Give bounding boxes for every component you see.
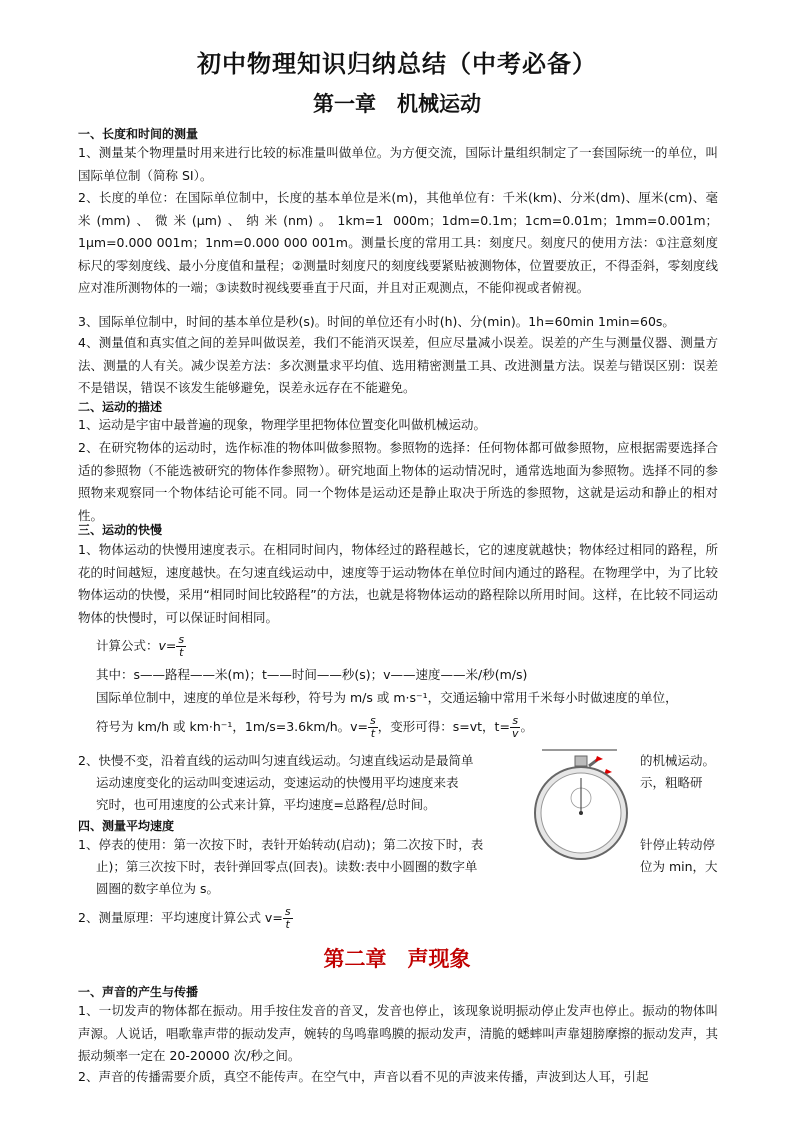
fraction: $\frac{s}{t}$: [370, 714, 376, 740]
section-heading: 一、声音的产生与传播: [78, 985, 199, 999]
fraction: $\frac{s}{t}$: [284, 905, 291, 931]
paragraph-line: 示，粗略研: [640, 775, 703, 790]
chapter-1-heading: 第一章 机械运动: [313, 91, 481, 116]
average-speed-formula: 2、测量原理：平均速度计算公式 v= $\frac{s}{t}$: [78, 905, 291, 931]
paragraph-line: 运动速度变化的运动叫变速运动，变速运动的快慢用平均速度来表: [96, 775, 459, 790]
section-heading: 二、运动的描述: [78, 400, 163, 414]
paragraph: 1、测量某个物理量时用来进行比较的标准量叫做单位。为方便交流，国际计量组织制定了一套国际统一的单位，叫国际单位制（简称 SI）。: [78, 145, 718, 183]
section-heading: 三、运动的快慢: [78, 523, 163, 537]
document-title: 初中物理知识归纳总结（中考必备）: [197, 49, 597, 78]
paragraph: 2、在研究物体的运动时，选作标准的物体叫做参照物。参照物的选择：任何物体都可做参照物，应根据需要选择合适的参照物（不能选被研究的物体作参照物）。研究地面上物体的运动情况时，通常选地面为参照物。选择不同的参照物来观察同一个物体结论可能不同。同一个物体是运动还是静止取决于所选的参照物，这就是运动和静止的相对性。: [78, 440, 718, 523]
paragraph-line: 2、快慢不变，沿着直线的运动叫匀速直线运动。匀速直线运动是最简单: [78, 753, 474, 768]
section-heading: 一、长度和时间的测量: [78, 127, 199, 141]
paragraph-line: 针停止转动停: [640, 837, 716, 852]
paragraph: 2、声音的传播需要介质，真空不能传声。在空气中，声音以看不见的声波来传播，声波到达人耳，引起: [78, 1069, 649, 1084]
stopwatch-icon: [527, 748, 637, 866]
paragraph: 3、国际单位制中，时间的基本单位是秒(s)。时间的单位还有小时(h)、分(min)。1h=60min 1min=60s。: [78, 314, 675, 329]
fraction: $\frac{s}{v}$: [511, 714, 519, 740]
paragraph-line: 圆圈的数字单位为 s。: [96, 881, 219, 896]
section-heading: 四、测量平均速度: [78, 819, 175, 833]
speed-formula: 计算公式：v= $\frac{s}{t}$: [96, 633, 185, 659]
speed-unit-text-2: 符号为 km/h 或 km·h⁻¹，1m/s=3.6km/h。v= $\frac{s}{t}$ ，变形可得：s=vt，t= $\frac{s}{v}$ 。: [96, 714, 533, 740]
paragraph-line: 位为 min，大: [640, 859, 718, 874]
formula-legend: 其中：s——路程——米(m)；t——时间——秒(s)；v——速度——米/秒(m/s): [96, 667, 528, 682]
paragraph-line: 1、停表的使用：第一次按下时，表针开始转动(启动)；第二次按下时，表: [78, 837, 484, 852]
paragraph: 2、长度的单位：在国际单位制中，长度的基本单位是米(m)，其他单位有：千米(km)、分米(dm)、厘米(cm)、毫米(mm)、微米(μm)、纳米(nm)。1km=1 000m；1dm=0.1m；1cm=0.01m；1mm=0.001m；1μm=0.000 001m；1nm=0.000 000 001m。测量长度的常用工具：刻度尺。刻度尺的使用方法：①注意刻度标尺的零刻度线、最小分度值和量程；②测量时刻度尺的刻度线要紧贴被测物体，位置要放正，不得歪斜，零刻度线应对准所测物体的一端；③读数时视线要垂直于尺面，并且对正观测点，不能仰视或者俯视。: [78, 190, 718, 295]
paragraph: 1、一切发声的物体都在振动。用手按住发音的音叉，发音也停止，该现象说明振动停止发声也停止。振动的物体叫声源。人说话，唱歌靠声带的振动发声，婉转的鸟鸣靠鸣膜的振动发声，清脆的蟋蟀叫声靠翅膀摩擦的振动发声，其振动频率一定在 20-20000 次/秒之间。: [78, 1003, 718, 1063]
paragraph: 1、运动是宇宙中最普遍的现象，物理学里把物体位置变化叫做机械运动。: [78, 417, 486, 432]
paragraph-line: 究时，也可用速度的公式来计算，平均速度=总路程/总时间。: [96, 797, 436, 812]
paragraph-line: 止)；第三次按下时，表针弹回零点(回表)。读数:表中小圆圈的数字单: [96, 859, 478, 874]
fraction: $\frac{s}{t}$: [178, 633, 185, 659]
chapter-2-heading: 第二章 声现象: [323, 946, 471, 971]
paragraph: 4、测量值和真实值之间的差异叫做误差，我们不能消灭误差，但应尽量减小误差。误差的产生与测量仪器、测量方法、测量的人有关。减少误差方法：多次测量求平均值、选用精密测量工具、改进测量方法。误差与错误区别：误差不是错误，错误不该发生能够避免，误差永远存在不能避免。: [78, 335, 718, 395]
paragraph-line: 的机械运动。: [640, 753, 716, 768]
speed-unit-text: 国际单位制中，速度的单位是米每秒，符号为 m/s 或 m·s⁻¹，交通运输中常用千米每小时做速度的单位，: [96, 690, 678, 705]
paragraph: 1、物体运动的快慢用速度表示。在相同时间内，物体经过的路程越长，它的速度就越快；物体经过相同的路程，所花的时间越短，速度越快。在匀速直线运动中，速度等于运动物体在单位时间内通过的路程。在物理学中，为了比较物体运动的快慢，采用“相同时间比较路程”的方法，也就是将物体运动的路程除以所用时间。这样，在比较不同运动物体的快慢时，可以保证时间相同。: [78, 542, 718, 625]
